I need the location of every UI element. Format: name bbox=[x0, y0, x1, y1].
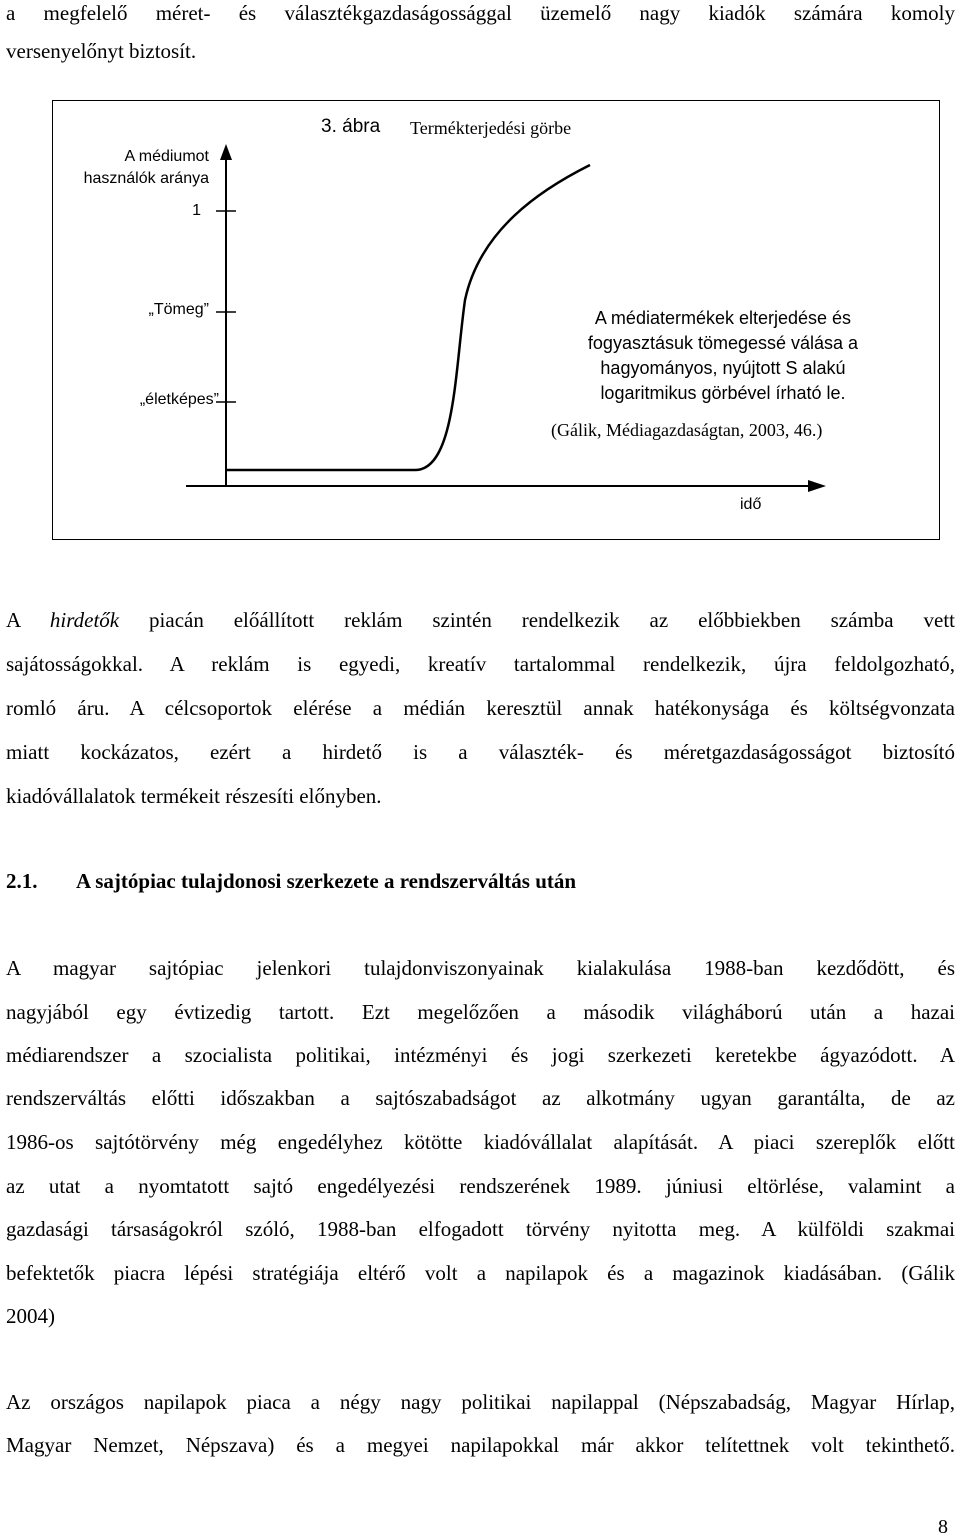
section-heading bbox=[6, 866, 955, 896]
figure-note bbox=[533, 306, 913, 406]
text-line: 1986-os sajtótörvény még engedélyhez kötötte kiadóvállalat alapítását. A piaci szereplők előtt bbox=[6, 1130, 955, 1154]
note-line: A médiatermékek elterjedése és bbox=[594, 308, 852, 328]
text-line: az utat a nyomtatott sajtó engedélyezési rendszerének 1989. júniusi eltörlése, valamint a bbox=[6, 1174, 955, 1198]
tick-label-mass: „Tömeg” bbox=[148, 301, 209, 318]
text-line: nagyjából egy évtizedig tartott. Ezt megelőzően a második világháború után a hazai bbox=[6, 1000, 955, 1024]
text-line: sajátosságokkal. A reklám is egyedi, kreatív tartalommal rendelkezik, újra feldolgozható, bbox=[6, 652, 955, 676]
text-line: A magyar sajtópiac jelenkori tulajdonviszonyainak kialakulása 1988-ban kezdődött, és bbox=[6, 956, 955, 980]
page-number: 8 bbox=[938, 1516, 948, 1538]
y-axis-arrow-icon bbox=[220, 144, 232, 160]
emphasis-hirdetok: hirdetők bbox=[49, 608, 120, 632]
s-curve-diagram bbox=[0, 0, 960, 560]
text-line: miatt kockázatos, ezért a hirdető is a választék- és méretgazdaságosságot biztosító bbox=[6, 740, 955, 764]
text-line: gazdasági társaságokról szóló, 1988-ban elfogadott törvény nyitotta meg. A külföldi szakmai bbox=[6, 1217, 955, 1241]
note-line: fogyasztásuk tömegessé válása a bbox=[587, 333, 859, 353]
text-line: 2004) bbox=[6, 1304, 55, 1328]
text-line: Magyar Nemzet, Népszava) és a megyei napilapokkal már akkor telítettnek volt tekinthető. bbox=[6, 1433, 955, 1457]
text-line: kiadóvállalatok termékeit részesíti előnyben. bbox=[6, 784, 382, 808]
tick-label-1: 1 bbox=[192, 202, 201, 219]
text-line: befektetők piacra lépési stratégiája eltérő volt a napilapok és a magazinok kiadásában. (Gálik bbox=[6, 1261, 955, 1285]
section-title: A sajtópiac tulajdonosi szerkezete a rendszerváltás után bbox=[76, 869, 577, 893]
x-axis-arrow-icon bbox=[808, 480, 826, 492]
text-line: rendszerváltás előtti időszakban a sajtószabadságot az alkotmány ugyan garantálta, de az bbox=[6, 1086, 955, 1110]
y-axis-label: használók aránya bbox=[83, 170, 209, 187]
text-line: versenyelőnyt biztosít. bbox=[6, 39, 197, 63]
note-line: hagyományos, nyújtott S alakú bbox=[600, 358, 846, 378]
note-line: logaritmikus görbével írható le. bbox=[600, 383, 846, 403]
figure-number: 3. ábra bbox=[321, 116, 381, 137]
y-axis-label: A médiumot bbox=[124, 148, 209, 165]
text-line: A hirdetők piacán előállított reklám szintén rendelkezik az előbbiekben számba vett bbox=[6, 608, 955, 632]
section-number: 2.1. bbox=[6, 869, 38, 893]
text-line: romló áru. A célcsoportok elérése a médián keresztül annak hatékonysága és költségvonzata bbox=[6, 696, 955, 720]
tick-label-viable: „életképes” bbox=[139, 391, 219, 408]
figure-title: Termékterjedési görbe bbox=[410, 118, 572, 138]
text-line: médiarendszer a szocialista politikai, intézményi és jogi szerkezeti keretekbe ágyazódott. A bbox=[6, 1043, 955, 1067]
x-axis-label: idő bbox=[740, 496, 762, 513]
figure-citation: (Gálik, Médiagazdaságtan, 2003, 46.) bbox=[551, 420, 823, 440]
text-line: Az országos napilapok piaca a négy nagy politikai napilappal (Népszabadság, Magyar Hírlap, bbox=[6, 1390, 955, 1414]
text-line: a megfelelő méret- és választékgazdaságossággal üzemelő nagy kiadók számára komoly bbox=[6, 1, 955, 25]
